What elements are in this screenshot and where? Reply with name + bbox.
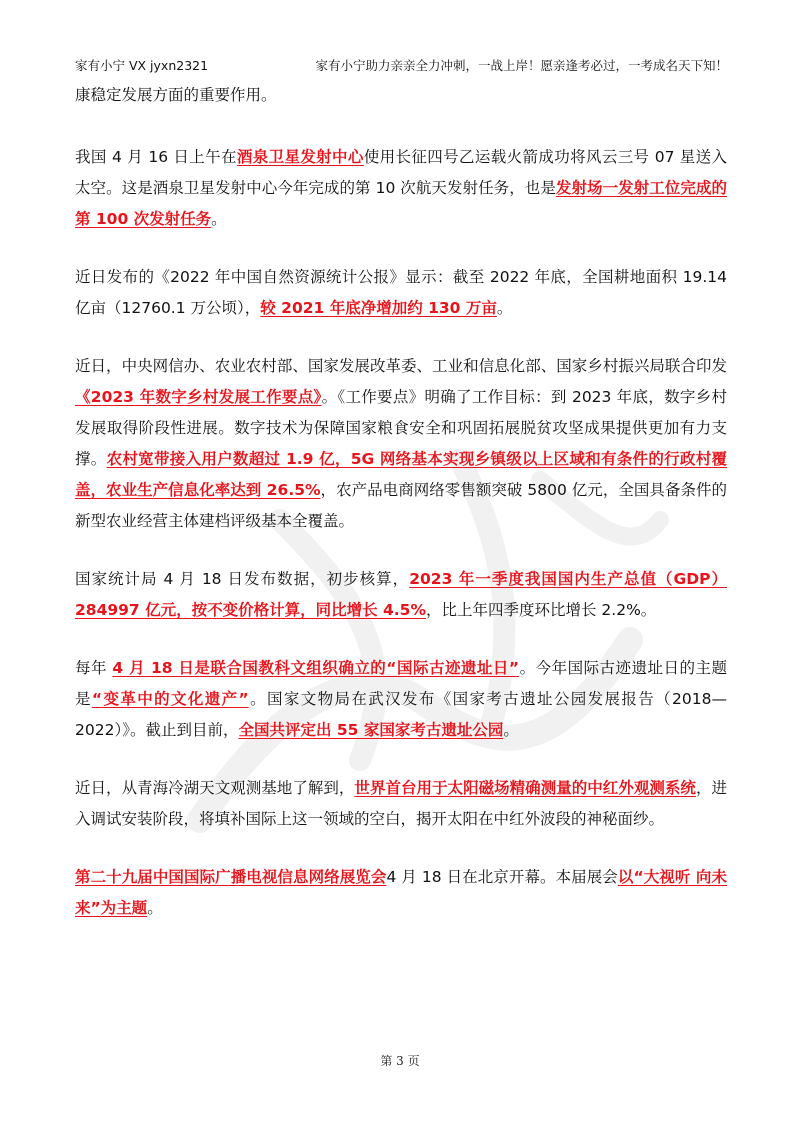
text-segment: ，农产品电商网络零售额突破 5800 亿元，全国具备条件的新型农业经营主体建档评级基本全覆盖。 [75,481,728,530]
highlighted-text: 农村宽带接入用户数超过 1.9 亿，5G 网络基本实现乡镇级以上区域和有条件的行政村覆盖，农业生产信息化率达到 26.5% [75,450,727,499]
header-right-text: 家有小宁助力亲亲全力冲刺，一战上岸！愿亲逢考必过，一考成名天下知！ [315,58,728,73]
highlighted-text: 2023 年一季度我国国内生产总值（GDP）284997 亿元，按不变价格计算，同比增长 4.5% [75,570,727,619]
paragraph [75,564,727,626]
paragraph [75,80,727,111]
highlighted-text: 4 月 18 日是联合国教科文组织确立的“国际古迹遗址日” [112,659,520,677]
text-segment: ，比上年四季度环比增长 2.2%。 [426,601,657,619]
text-segment: 国家统计局 4 月 18 日发布数据，初步核算， [75,570,410,588]
text-segment: 。 [496,299,513,317]
highlighted-text: 全国共评定出 55 家国家考古遗址公园 [238,721,504,739]
header-left-text: 家有小宁 VX jyxn2321 [75,58,209,73]
text-segment: 康稳定发展方面的重要作用。 [75,86,277,104]
text-segment: 。今年国际古迹遗址日的主题是 [75,659,727,708]
page-number: 第 3 页 [380,1054,420,1068]
highlighted-text: “变革中的文化遗产” [91,690,249,708]
highlighted-text: 酒泉卫星发射中心 [236,148,364,166]
text-segment: 使用长征四号乙运载火箭成功将风云三号 07 星送入太空。这是酒泉卫星发射中心今年完成的第 10 次航天发射任务，也是 [75,148,727,197]
page-header [75,56,728,78]
highlighted-text: 世界首台用于太阳磁场精确测量的中红外观测系统 [354,779,696,797]
text-segment: 。 [503,721,519,739]
paragraph [75,351,727,537]
paragraph [75,142,727,235]
highlighted-text: 发射场一发射工位完成的第 100 次发射任务 [75,179,727,228]
text-segment: 。 [211,210,227,228]
paragraph [75,653,727,746]
text-segment: ，进入调试安装阶段，将填补国际上这一领域的空白，揭开太阳在中红外波段的神秘面纱。 [75,779,727,828]
text-segment: 。国家文物局在武汉发布《国家考古遗址公园发展报告（2018—2022）》。截止到目前， [75,690,727,739]
text-segment: 近日发布的《2022 年中国自然资源统计公报》显示：截至 2022 年底，全国耕地面积 19.14 亿亩（12760.1 万公顷）， [75,268,727,317]
text-segment: 。 [147,899,163,917]
text-segment: 。《工作要点》明确了工作目标：到 2023 年底，数字乡村发展取得阶段性进展。数字技术为保障国家粮食安全和巩固拓展脱贫攻坚成果提供更加有力支撑。 [75,388,727,468]
text-segment: 我国 4 月 16 日上午在 [75,148,237,166]
highlighted-text: 较 2021 年底净增加约 130 万亩 [260,299,497,317]
highlighted-text: 第二十九届中国国际广播电视信息网络展览会 [75,868,387,886]
paragraph [75,262,727,324]
paragraph [75,773,727,835]
text-segment: 4 月 18 日在北京开幕。本届展会 [386,868,618,886]
highlighted-text: 《2023 年数字乡村发展工作要点》 [75,388,322,406]
text-segment: 每年 [75,659,113,677]
document-body [75,80,727,951]
highlighted-text: 以“大视听 向未来”为主题 [75,868,727,917]
paragraph [75,862,727,924]
text-segment: 近日，中央网信办、农业农村部、国家发展改革委、工业和信息化部、国家乡村振兴局联合印发 [75,357,727,375]
text-segment: 近日，从青海冷湖天文观测基地了解到， [75,779,355,797]
